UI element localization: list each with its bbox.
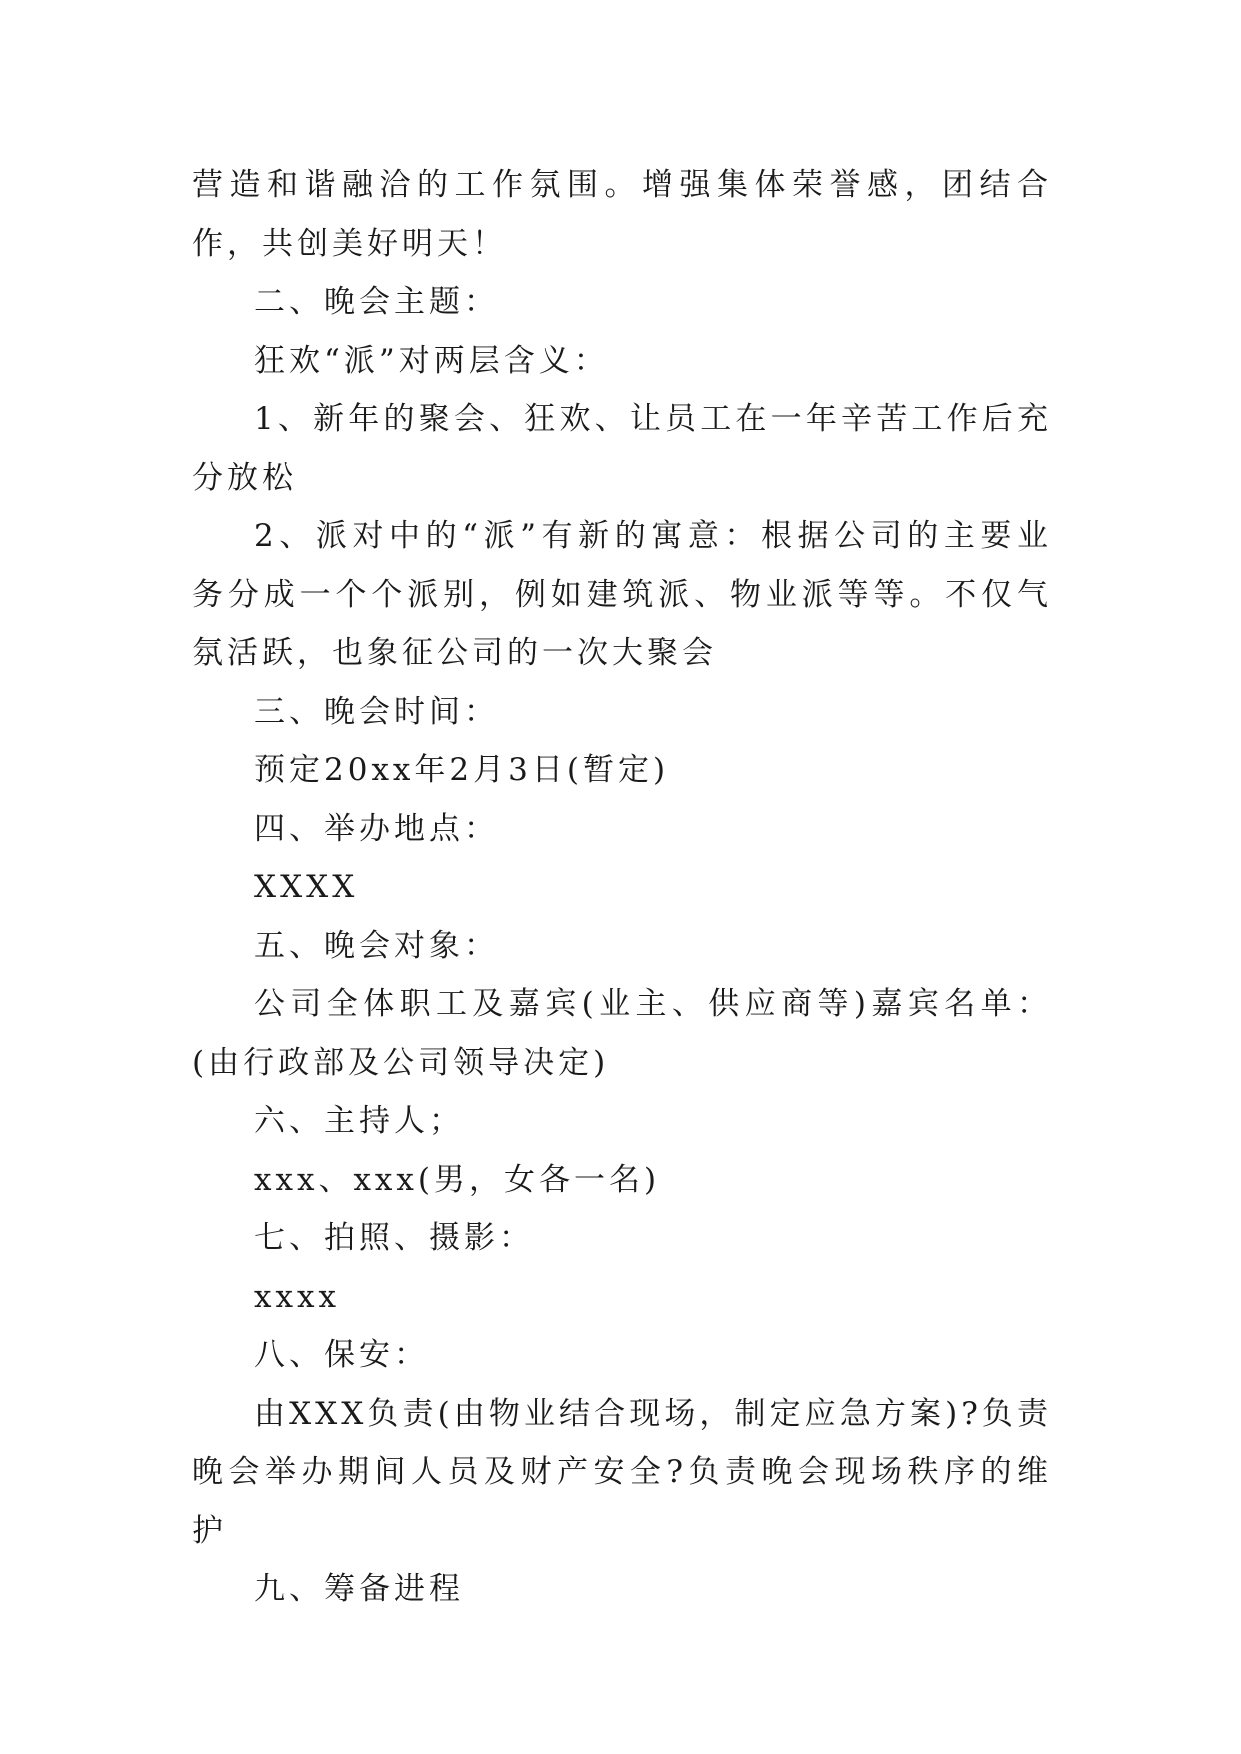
section-heading-audience: 五、晚会对象： <box>254 927 499 964</box>
paragraph-venue: XXXX <box>254 869 359 905</box>
section-heading-theme: 二、晚会主题： <box>254 284 499 320</box>
section-heading-venue: 四、举办地点： <box>254 810 499 847</box>
paragraph-time: 预定20xx年2月3日(暂定) <box>254 752 670 788</box>
section-heading-host: 六、主持人； <box>254 1103 464 1139</box>
section-heading-security: 八、保安： <box>254 1337 429 1373</box>
paragraph-theme-point-2: 2、派对中的“派”有新的寓意：根据公司的主要业务分成一个个派别，例如建筑派、物业派等等。不仅气氛活跃，也象征公司的一次大聚会 <box>192 518 1052 671</box>
document-body <box>192 156 1052 1619</box>
paragraph-audience: 公司全体职工及嘉宾(业主、供应商等)嘉宾名单：(由行政部及公司领导决定) <box>192 986 1052 1081</box>
paragraph-intro-continuation: 营造和谐融洽的工作氛围。增强集体荣誉感，团结合作，共创美好明天！ <box>192 167 1052 262</box>
paragraph-photography: xxxx <box>254 1278 340 1315</box>
section-heading-time: 三、晚会时间： <box>254 693 499 730</box>
section-heading-preparation: 九、筹备进程 <box>254 1571 464 1607</box>
paragraph-theme-meaning: 狂欢“派”对两层含义： <box>254 342 609 379</box>
section-heading-photography: 七、拍照、摄影： <box>254 1220 534 1256</box>
paragraph-theme-point-1: 1、新年的聚会、狂欢、让员工在一年辛苦工作后充分放松 <box>192 401 1052 496</box>
paragraph-security: 由XXX负责(由物业结合现场，制定应急方案)?负责晚会举办期间人员及财产安全?负责晚会现场秩序的维护 <box>192 1395 1052 1549</box>
paragraph-host: xxx、xxx(男，女各一名) <box>254 1161 661 1198</box>
